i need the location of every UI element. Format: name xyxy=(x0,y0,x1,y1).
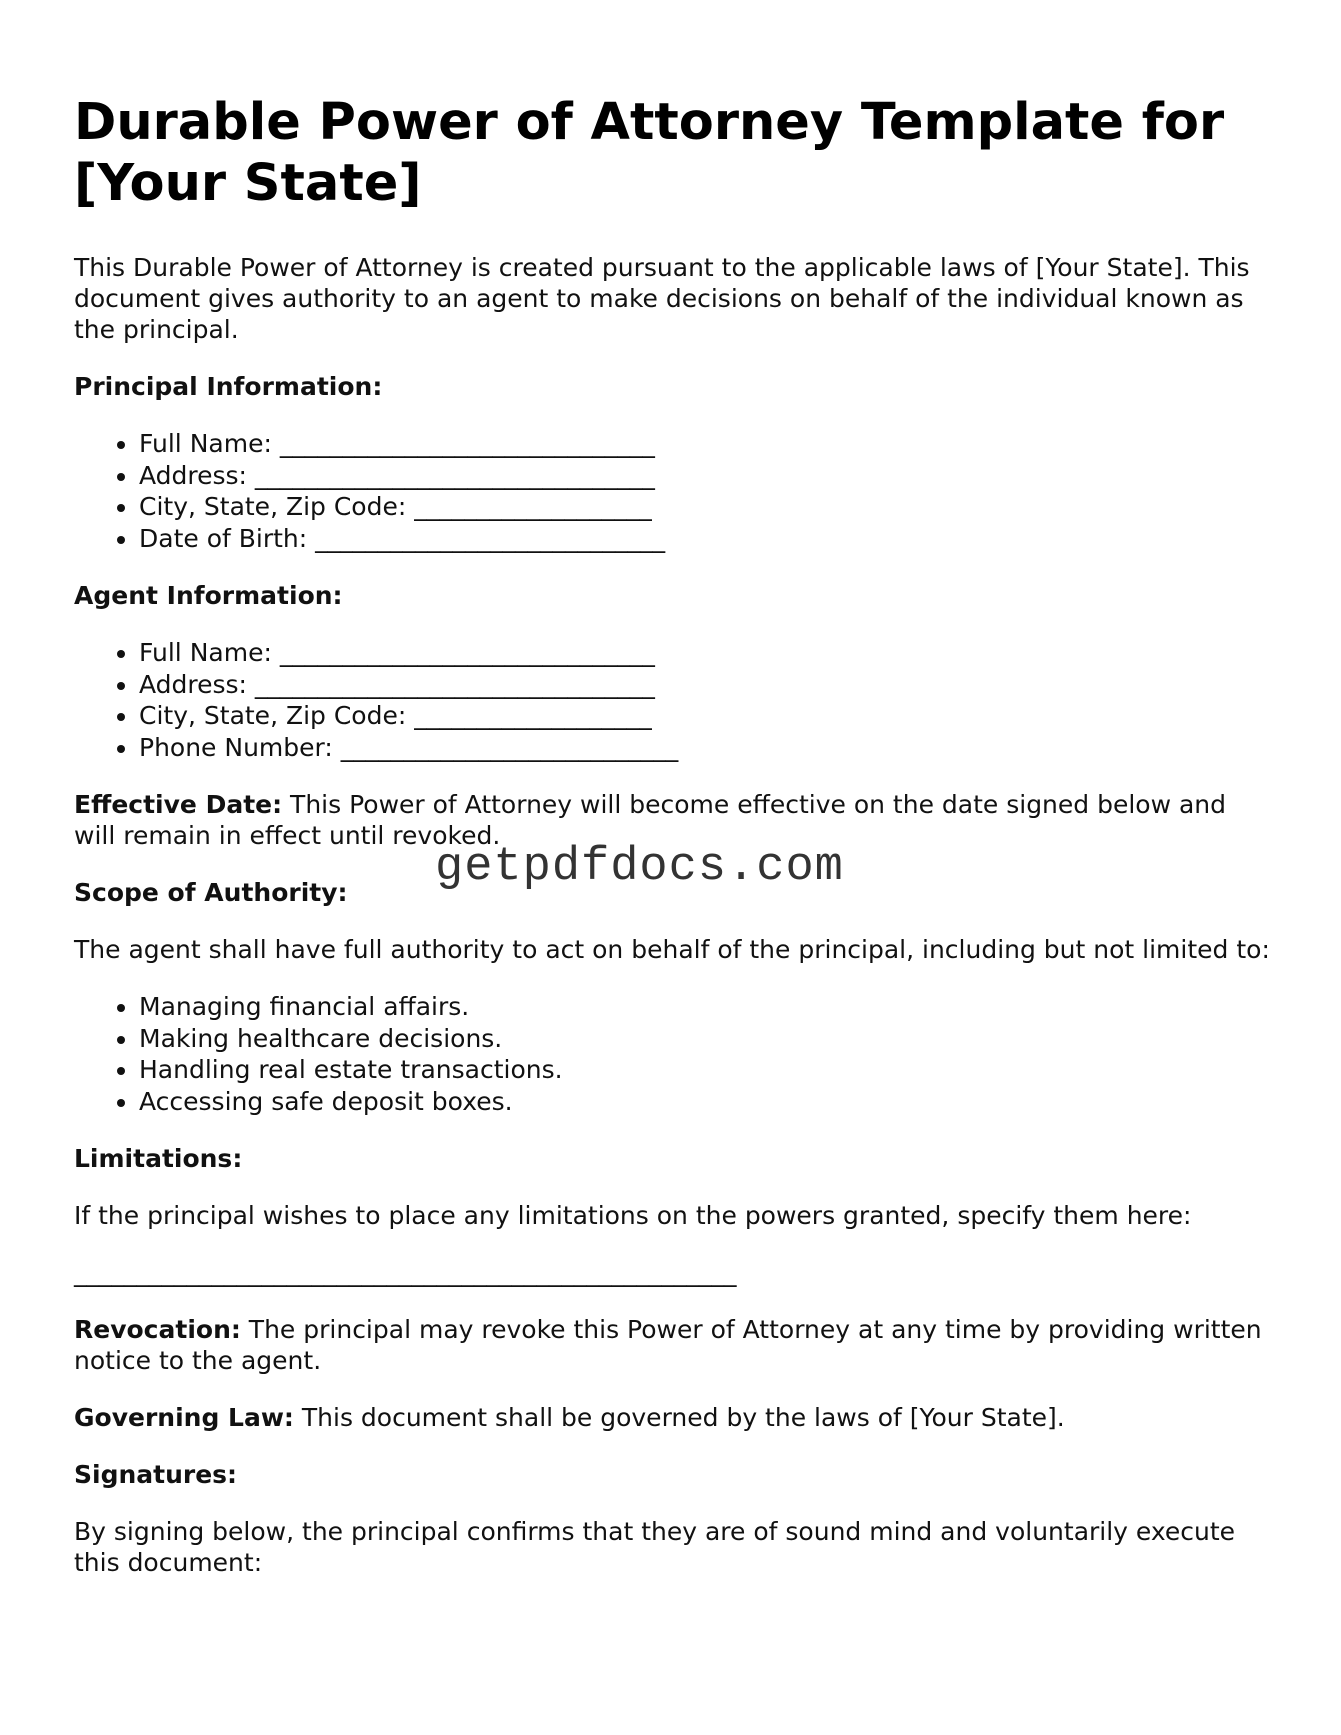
agent-city-state-zip-field: • City, State, Zip Code: ___________________ xyxy=(139,700,1274,732)
principal-address-field: • Address: ________________________________ xyxy=(139,460,1274,492)
scope-item: • Making healthcare decisions. xyxy=(139,1023,1274,1055)
effective-date-text: This Power of Attorney will become effective on the date signed below and will remain in effect until revoked. xyxy=(74,790,1227,850)
agent-phone-number-field: • Phone Number: ___________________________ xyxy=(139,732,1274,764)
revocation-text: The principal may revoke this Power of Attorney at any time by providing written notice to the agent. xyxy=(74,1315,1262,1375)
scope-item: • Managing financial affairs. xyxy=(139,991,1274,1023)
agent-fields-list xyxy=(74,637,1274,763)
limitations-paragraph: If the principal wishes to place any limitations on the powers granted, specify them here: xyxy=(74,1201,1192,1230)
signatures-paragraph: By signing below, the principal confirms that they are of sound mind and voluntarily execute this document: xyxy=(74,1517,1236,1577)
revocation-label: Revocation: xyxy=(74,1315,241,1344)
scope-paragraph: The agent shall have full authority to act on behalf of the principal, including but not limited to: xyxy=(74,935,1270,964)
intro-paragraph: This Durable Power of Attorney is created pursuant to the applicable laws of [Your State]. This document gives authority to an agent to make decisions on behalf of the individual known as the principal. xyxy=(74,253,1250,344)
revocation-paragraph xyxy=(74,1314,1274,1376)
governing-law-paragraph xyxy=(74,1402,1274,1433)
agent-heading: Agent Information: xyxy=(74,581,343,610)
agent-full-name-field: • Full Name: ______________________________ xyxy=(139,637,1274,669)
signatures-heading: Signatures: xyxy=(74,1460,238,1489)
scope-list xyxy=(74,991,1274,1117)
principal-fields-list xyxy=(74,428,1274,554)
limitations-blank-line: _____________________________________________________ xyxy=(74,1258,737,1287)
governing-law-label: Governing Law: xyxy=(74,1403,294,1432)
governing-law-text: This document shall be governed by the laws of [Your State]. xyxy=(293,1403,1065,1432)
document-title: Durable Power of Attorney Template for [Your State] xyxy=(74,93,1225,213)
limitations-heading: Limitations: xyxy=(74,1144,243,1173)
effective-date-label: Effective Date: xyxy=(74,790,283,819)
principal-city-state-zip-field: • City, State, Zip Code: ___________________ xyxy=(139,491,1274,523)
scope-item: • Accessing safe deposit boxes. xyxy=(139,1086,1274,1118)
principal-heading: Principal Information: xyxy=(74,372,383,401)
watermark-text: getpdfdocs.com xyxy=(435,841,844,894)
scope-heading: Scope of Authority: xyxy=(74,878,348,907)
principal-full-name-field: • Full Name: ______________________________ xyxy=(139,428,1274,460)
principal-date-of-birth-field: • Date of Birth: ____________________________ xyxy=(139,523,1274,555)
agent-address-field: • Address: ________________________________ xyxy=(139,669,1274,701)
scope-item: • Handling real estate transactions. xyxy=(139,1054,1274,1086)
